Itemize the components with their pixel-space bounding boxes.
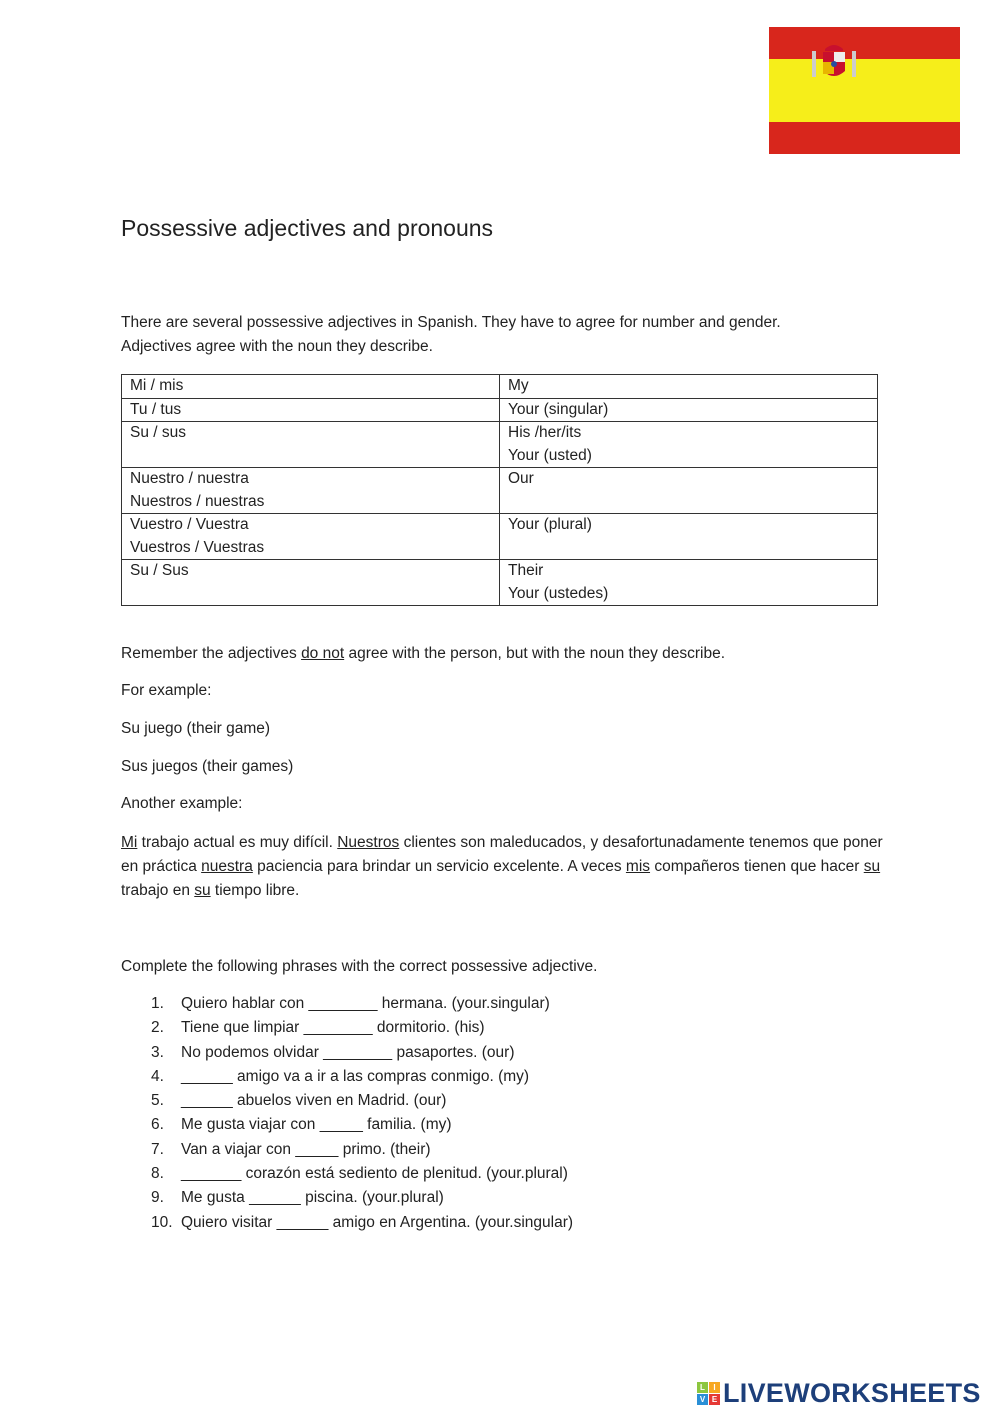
cell-line: Nuestros / nuestras [130,492,265,510]
spanish-cell [122,422,500,468]
answer-blank[interactable]: ________ [323,1043,393,1061]
exercise-text: corazón está sediento de plenitud. (your.plural) [241,1165,568,1183]
exercise-list [121,992,573,1235]
item-number: 7. [151,1140,164,1158]
cell-line: Your (singular) [508,400,609,418]
answer-blank[interactable]: ______ [181,1092,233,1110]
underlined-word: mis [625,858,651,875]
exercise-text: Quiero visitar [181,1213,277,1231]
exercise-text: Van a viajar con [181,1140,296,1158]
answer-blank[interactable]: _____ [295,1140,339,1158]
underlined-word: su [194,882,211,899]
exercise-text: familia. (my) [362,1116,452,1134]
example-paragraph [121,831,886,903]
exercise-text: hermana. (your.singular) [377,995,550,1012]
underlined-word: Nuestros [337,834,400,851]
item-number: 9. [151,1189,164,1207]
spain-flag [769,27,960,154]
exercise-text: Tiene que limpiar [181,1019,304,1037]
table-row [122,375,878,399]
item-number: 1. [151,995,164,1012]
exercise-text: Me gusta [181,1189,250,1207]
answer-blank[interactable]: ______ [181,1067,233,1085]
intro-line: There are several possessive adjectives in Spanish. They have to agree for number and gender. [121,314,781,331]
text-segment: trabajo actual es muy difícil. [137,834,338,851]
exercise-text: amigo va a ir a las compras conmigo. (my) [232,1067,530,1085]
table-row [122,468,878,514]
item-number: 4. [151,1067,164,1085]
table-row [122,560,878,606]
item-number: 2. [151,1019,164,1037]
logo-letter-square: L [697,1382,708,1393]
answer-blank[interactable]: _______ [181,1165,242,1183]
exercise-item [121,1113,573,1137]
item-number: 3. [151,1043,164,1061]
logo-letter-square: E [709,1394,720,1405]
answer-blank[interactable]: ______ [276,1213,329,1231]
possessive-table [121,374,878,606]
text-segment: tiempo libre. [210,882,300,899]
english-cell [500,398,878,422]
underlined-word: Mi [121,834,138,851]
exercise-text: abuelos viven en Madrid. (our) [232,1092,447,1110]
cell-line: Mi / mis [130,377,184,394]
page-title: Possessive adjectives and pronouns [121,215,494,241]
liveworksheets-logo: L I V E LIVEWORKSHEETS [697,1378,981,1409]
answer-blank[interactable]: ______ [249,1189,301,1207]
exercise-text: dormitorio. (his) [372,1019,485,1037]
english-cell [500,468,878,514]
text-segment: compañeros tienen que hacer [650,858,864,875]
cell-line: Su / Sus [130,562,189,579]
text-segment: paciencia para brindar un servicio excelente. A veces [252,858,626,875]
remember-text: Remember the adjectives do not agree with the person, but with the noun they describe. [121,645,726,662]
cell-line: Tu / tus [130,400,182,418]
table-row [122,514,878,560]
spanish-cell [122,398,500,422]
cell-line: Your (plural) [508,516,592,533]
exercise-text: pasaportes. (our) [392,1043,515,1061]
table-row [122,398,878,422]
instruction: Complete the following phrases with the correct possessive adjective. [121,958,598,975]
for-example-label: For example: [121,682,212,699]
english-cell [500,560,878,606]
english-cell [500,514,878,560]
answer-blank[interactable]: ________ [303,1019,373,1037]
exercise-item [121,1186,573,1210]
answer-blank[interactable]: _____ [319,1116,363,1134]
spanish-cell [122,375,500,399]
logo-letter-square: V [697,1394,708,1405]
text-segment: trabajo en [121,882,195,899]
exercise-text: amigo en Argentina. (your.singular) [328,1213,574,1231]
intro-text [121,311,881,359]
coat-of-arms-icon [809,37,859,87]
underlined-word: su [863,858,881,875]
exercise-item [121,1089,573,1113]
cell-line: My [508,377,529,394]
exercise-text: primo. (their) [338,1140,431,1158]
item-number: 6. [151,1116,164,1134]
cell-line: Nuestro / nuestra [130,470,249,487]
cell-line: Your (ustedes) [508,584,609,602]
cell-line: Vuestros / Vuestras [130,538,265,556]
english-cell [500,422,878,468]
item-number: 10. [151,1213,173,1231]
exercise-item [121,1162,573,1186]
cell-line: Our [508,470,534,487]
item-number: 8. [151,1165,164,1183]
exercise-text: Me gusta viajar con [181,1116,320,1134]
spanish-cell [122,514,500,560]
underlined-word: nuestra [201,858,253,875]
text-segment: clientes son maleducados, y desafortunadamente tenemos que poner en práctica [121,834,883,875]
exercise-item [121,992,573,1016]
cell-line: Vuestro / Vuestra [130,516,249,533]
answer-blank[interactable]: ________ [308,995,378,1012]
exercise-text: No podemos olvidar [181,1043,324,1061]
cell-line: His /her/its [508,424,582,441]
cell-line: Your (usted) [508,446,592,464]
spanish-cell [122,468,500,514]
exercise-item [121,1016,573,1040]
intro-line: Adjectives agree with the noun they describe. [121,338,433,355]
item-number: 5. [151,1092,164,1110]
another-example-label: Another example: [121,795,243,812]
example-1: Su juego (their game) [121,720,271,737]
exercise-item [121,1041,573,1065]
cell-line: Their [508,562,544,579]
english-cell [500,375,878,399]
exercise-text: piscina. (your.plural) [300,1189,444,1207]
cell-line: Su / sus [130,424,186,441]
table-row [122,422,878,468]
exercise-item [121,1211,573,1235]
example-2: Sus juegos (their games) [121,758,294,775]
exercise-item [121,1138,573,1162]
logo-letter-square: I [709,1382,720,1393]
exercise-text: Quiero hablar con [181,995,309,1012]
spanish-cell [122,560,500,606]
exercise-item [121,1065,573,1089]
